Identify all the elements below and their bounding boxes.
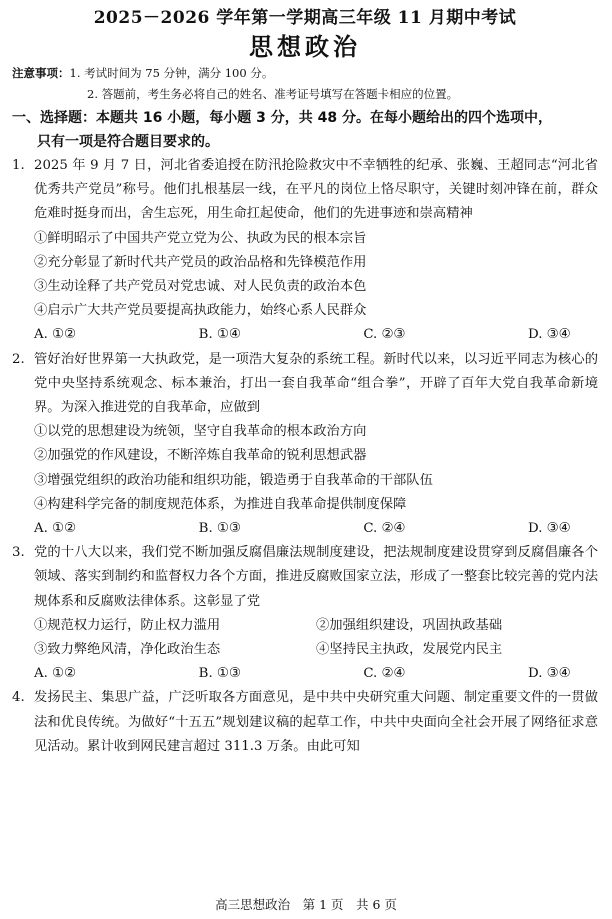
answer-choices xyxy=(12,662,598,686)
option-3: ③致力弊绝风清，净化政治生态 xyxy=(34,642,221,658)
option-3: ③生动诠释了共产党员对党忠诚、对人民负责的政治本色 xyxy=(34,279,367,295)
question-number: 3. xyxy=(12,545,25,561)
answer-choices xyxy=(12,517,598,541)
option-4: ④坚持民主执政，发展党内民主 xyxy=(316,642,503,658)
question-stem: 党的十八大以来，我们党不断加强反腐倡廉法规制度建设，把法规制度建设贯穿到反腐倡廉各个领域、落实到制约和监督权力各个方面，推进反腐败国家立法，形成了一整套比较完善的党内法规体系和反腐败法律体系。这彰显了党 xyxy=(34,545,598,609)
exam-title: 2025－2026 学年第一学期高三年级 11 月期中考试 xyxy=(93,8,517,28)
option-4: ④启示广大共产党员要提高执政能力，始终心系人民群众 xyxy=(34,303,367,319)
question-3 xyxy=(12,541,598,686)
question-number: 2. xyxy=(12,351,25,367)
question-number: 1. xyxy=(12,158,25,173)
section-heading xyxy=(12,106,598,154)
subject-title: 思想政治 xyxy=(249,32,361,61)
choice-c: C. ②③ xyxy=(363,327,406,343)
question-4 xyxy=(12,686,598,759)
question-stem: 发扬民主、集思广益，广泛听取各方面意见，是中共中央研究重大问题、制定重要文件的一贯做法和优良传统。为做好“十五五”规划建议稿的起草工作，中共中央面向全社会开展了网络征求意见活动。累计收到网民建言超过 311.3 万条。由此可知 xyxy=(34,690,598,754)
choice-c: C. ②④ xyxy=(363,666,406,682)
option-3: ③增强党组织的政治功能和组织功能，锻造勇于自我革命的干部队伍 xyxy=(34,472,433,488)
choice-c: C. ②④ xyxy=(363,521,406,537)
page-footer: 高三思想政治 第 1 页 共 6 页 xyxy=(215,897,397,912)
option-1: ①鲜明昭示了中国共产党立党为公、执政为民的根本宗旨 xyxy=(34,230,367,246)
question-2 xyxy=(12,348,598,542)
question-1 xyxy=(12,154,598,348)
notice-line-1 xyxy=(12,63,598,84)
question-stem: 2025 年 9 月 7 日，河北省委追授在防汛抢险救灾中不幸牺牲的纪承、张巍、王超同志“河北省优秀共产党员”称号。他们扎根基层一线，在平凡的岗位上恪尽职守，关键时刻冲锋在前，群众危难时挺身而出，舍生忘死，用生命扛起使命，他们的先进事迹和崇高精神 xyxy=(34,158,598,222)
option-1: ①规范权力运行，防止权力滥用 xyxy=(34,617,221,633)
choice-d: D. ③④ xyxy=(528,666,571,682)
question-stem: 管好治好世界第一大执政党，是一项浩大复杂的系统工程。新时代以来，以习近平同志为核心的党中央坚持系统观念、标本兼治，打出一套自我革命“组合拳”，开辟了百年大党自我革命新境界。为深入推进党的自我革命，应做到 xyxy=(34,351,598,416)
choice-a: A. ①② xyxy=(34,521,76,537)
question-number: 4. xyxy=(12,690,25,706)
option-2: ②加强组织建设，巩固执政基础 xyxy=(316,617,503,633)
notice-item-2: 2. 答题前，考生务必将自己的姓名、准考证号填写在答题卡相应的位置。 xyxy=(87,87,459,101)
choice-b: B. ①③ xyxy=(198,521,241,537)
option-4: ④构建科学完备的制度规范体系，为推进自我革命提供制度保障 xyxy=(34,496,407,512)
option-2: ②充分彰显了新时代共产党员的政治品格和先锋模范作用 xyxy=(34,254,367,270)
choice-a: A. ①② xyxy=(34,327,76,343)
section-heading-line-1: 一、选择题：本题共 16 小题，每小题 3 分，共 48 分。在每小题给出的四个选项中， xyxy=(12,110,552,126)
choice-d: D. ③④ xyxy=(528,327,571,343)
section-heading-line-2: 只有一项是符合题目要求的。 xyxy=(37,134,219,150)
choice-d: D. ③④ xyxy=(528,521,571,537)
option-2: ②加强党的作风建设，不断淬炼自我革命的锐利思想武器 xyxy=(34,448,367,464)
notice-item-1: 1. 考试时间为 75 分钟，满分 100 分。 xyxy=(69,66,274,80)
choice-a: A. ①② xyxy=(34,666,76,682)
choice-b: B. ①③ xyxy=(198,666,241,682)
notice-label: 注意事项： xyxy=(12,66,70,80)
option-grid xyxy=(12,614,598,662)
choice-b: B. ①④ xyxy=(198,327,241,343)
answer-choices xyxy=(12,323,598,347)
option-1: ①以党的思想建设为统领，坚守自我革命的根本政治方向 xyxy=(34,424,367,440)
